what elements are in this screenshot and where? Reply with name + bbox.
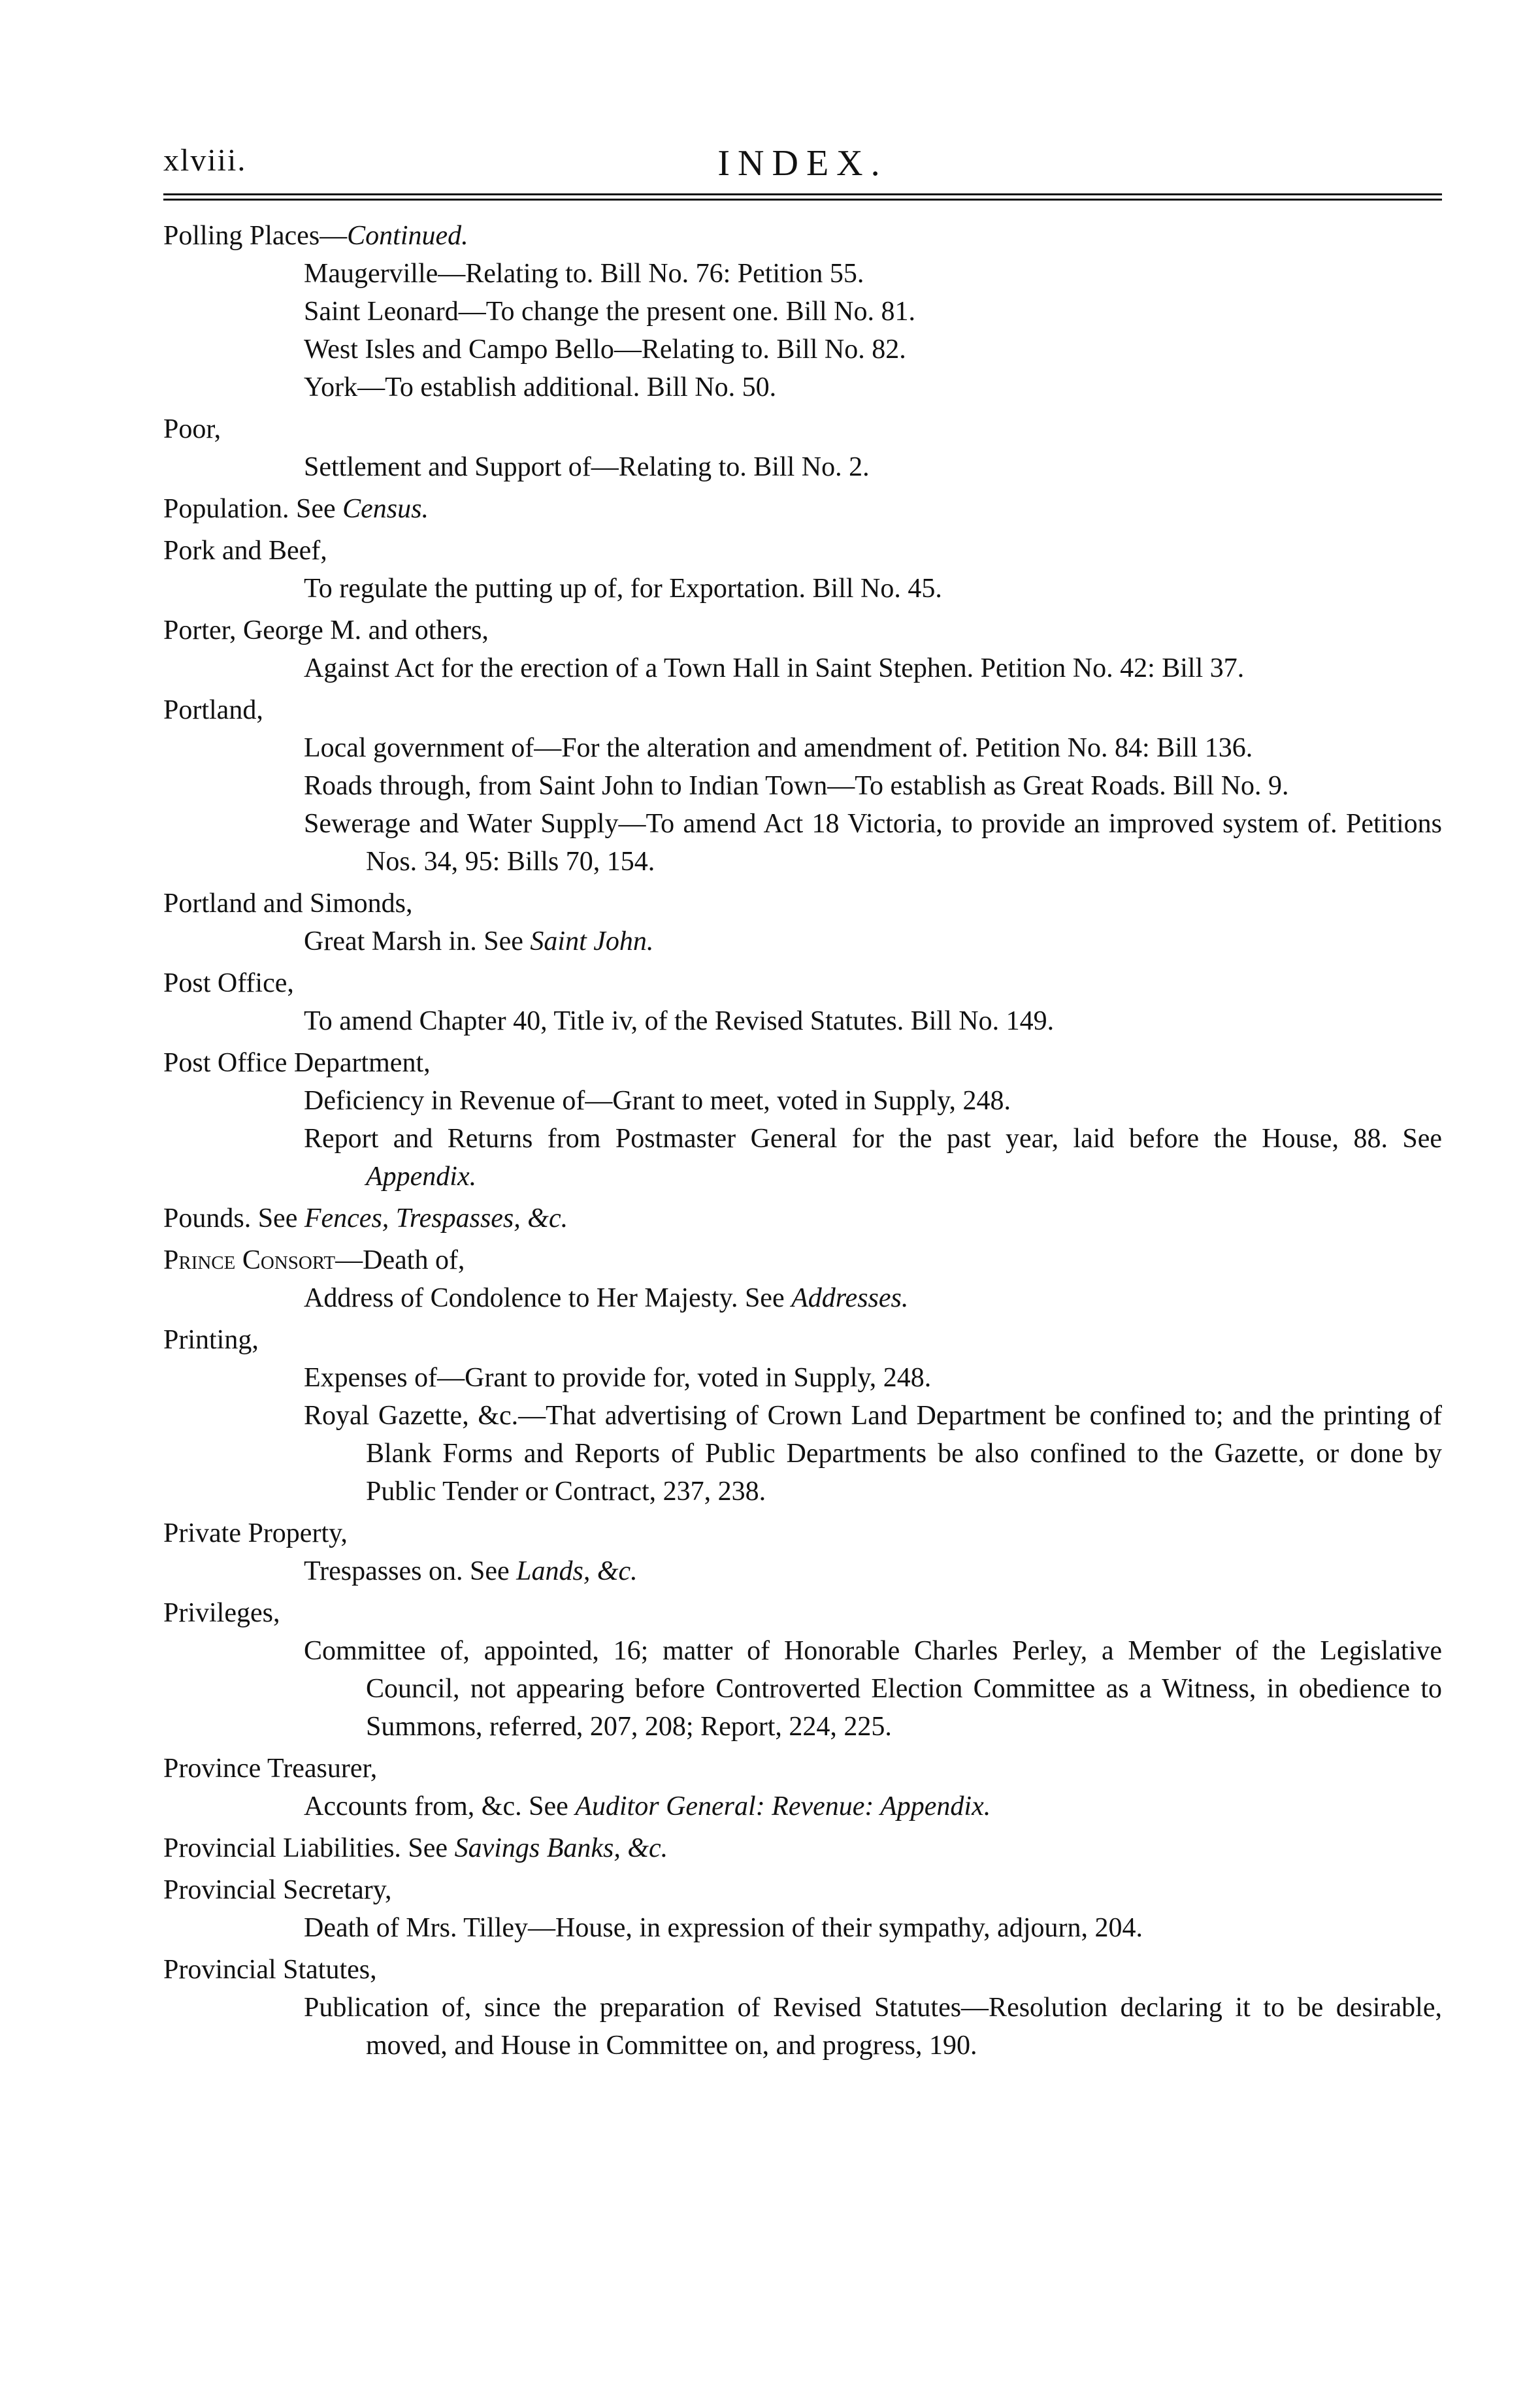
header-rule-bottom (163, 199, 1442, 201)
index-entry (163, 410, 1442, 486)
index-entry (163, 1871, 1442, 1947)
index-entry (163, 691, 1442, 881)
index-entry (163, 532, 1442, 608)
entry-heading: Population. See Census. (163, 494, 429, 524)
index-entry (163, 1200, 1442, 1237)
entry-heading: Polling Places—Continued. (163, 221, 468, 251)
entry-sub: Report and Returns from Postmaster General for the past year, laid before the House, 88. See Appendix. (304, 1124, 1442, 1192)
entry-heading: Portland and Simonds, (163, 889, 413, 919)
entry-sub: Saint Leonard—To change the present one. Bill No. 81. (304, 297, 915, 327)
entry-sub: Deficiency in Revenue of—Grant to meet, voted in Supply, 248. (304, 1086, 1011, 1116)
index-entry (163, 1044, 1442, 1196)
entry-sub: Sewerage and Water Supply—To amend Act 18 Victoria, to provide an improved system of. Petitions Nos. 34, 95: Bills 70, 154. (304, 809, 1442, 877)
page-number: xlviii. (163, 143, 247, 178)
index-entry (163, 490, 1442, 528)
entry-sub: Death of Mrs. Tilley—House, in expression of their sympathy, adjourn, 204. (304, 1913, 1143, 1943)
entry-sub: Publication of, since the preparation of Revised Statutes—Resolution declaring it to be desirable, moved, and House in Committee on, and progress, 190. (304, 1993, 1442, 2061)
index-entry (163, 1321, 1442, 1510)
entry-sub: York—To establish additional. Bill No. 50. (304, 372, 777, 402)
entry-sub: Accounts from, &c. See Auditor General: Revenue: Appendix. (304, 1791, 991, 1821)
entry-sub: Roads through, from Saint John to Indian Town—To establish as Great Roads. Bill No. 9. (304, 771, 1289, 801)
entry-sub: Maugerville—Relating to. Bill No. 76: Petition 55. (304, 259, 864, 289)
index-entry (163, 612, 1442, 687)
index-entry (163, 1594, 1442, 1746)
index-entry (163, 1829, 1442, 1867)
entry-sub: Expenses of—Grant to provide for, voted in Supply, 248. (304, 1363, 932, 1393)
entry-heading: Provincial Liabilities. See Savings Banks, &c. (163, 1833, 668, 1863)
entry-sub: Royal Gazette, &c.—That advertising of Crown Land Department be confined to; and the printing of Blank Forms and Reports of Public Departments be also confined to the Gazette, or done by Public Tender or Contract, 237, 238. (304, 1401, 1442, 1507)
index-entry (163, 217, 1442, 406)
entry-sub: Committee of, appointed, 16; matter of Honorable Charles Perley, a Member of the Legislative Council, not appearing before Controverted Election Committee as a Witness, in obedience to Summons, referred, 207, 208; Report, 224, 225. (304, 1636, 1442, 1742)
entry-sub: Against Act for the erection of a Town Hall in Saint Stephen. Petition No. 42: Bill 37. (304, 653, 1245, 683)
entry-heading: Poor, (163, 414, 221, 444)
entry-heading: Printing, (163, 1325, 259, 1355)
entry-heading: Portland, (163, 695, 263, 725)
index-entry (163, 885, 1442, 960)
index-entry (163, 1241, 1442, 1317)
entry-sub: Local government of—For the alteration and amendment of. Petition No. 84: Bill 136. (304, 733, 1253, 763)
index-entry (163, 1951, 1442, 2065)
entry-heading: Province Treasurer, (163, 1754, 378, 1784)
entry-heading: Pounds. See Fences, Trespasses, &c. (163, 1203, 568, 1233)
page-header (163, 142, 1442, 195)
entry-heading: Pork and Beef, (163, 536, 327, 566)
entry-sub: To amend Chapter 40, Title iv, of the Revised Statutes. Bill No. 149. (304, 1006, 1055, 1036)
entry-heading: Provincial Secretary, (163, 1875, 392, 1905)
entry-sub: To regulate the putting up of, for Exportation. Bill No. 45. (304, 574, 942, 604)
index-entry (163, 1514, 1442, 1590)
entry-heading: Post Office, (163, 968, 294, 998)
entry-sub: Address of Condolence to Her Majesty. See Addresses. (304, 1283, 909, 1313)
entry-heading: Private Property, (163, 1518, 348, 1548)
entry-sub: Settlement and Support of—Relating to. Bill No. 2. (304, 452, 870, 482)
entry-heading: Privileges, (163, 1598, 280, 1628)
entry-sub: Trespasses on. See Lands, &c. (304, 1556, 638, 1586)
entry-sub: Great Marsh in. See Saint John. (304, 926, 654, 956)
index-entries (163, 217, 1442, 2068)
index-entry (163, 1750, 1442, 1825)
index-entry (163, 964, 1442, 1040)
entry-heading: Provincial Statutes, (163, 1955, 377, 1985)
page-title: INDEX. (717, 143, 888, 184)
header-rule-top (163, 193, 1442, 195)
entry-heading: Post Office Department, (163, 1048, 431, 1078)
entry-heading: Porter, George M. and others, (163, 615, 489, 645)
entry-heading: Prince Consort—Death of, (163, 1245, 465, 1275)
entry-sub: West Isles and Campo Bello—Relating to. Bill No. 82. (304, 335, 906, 365)
